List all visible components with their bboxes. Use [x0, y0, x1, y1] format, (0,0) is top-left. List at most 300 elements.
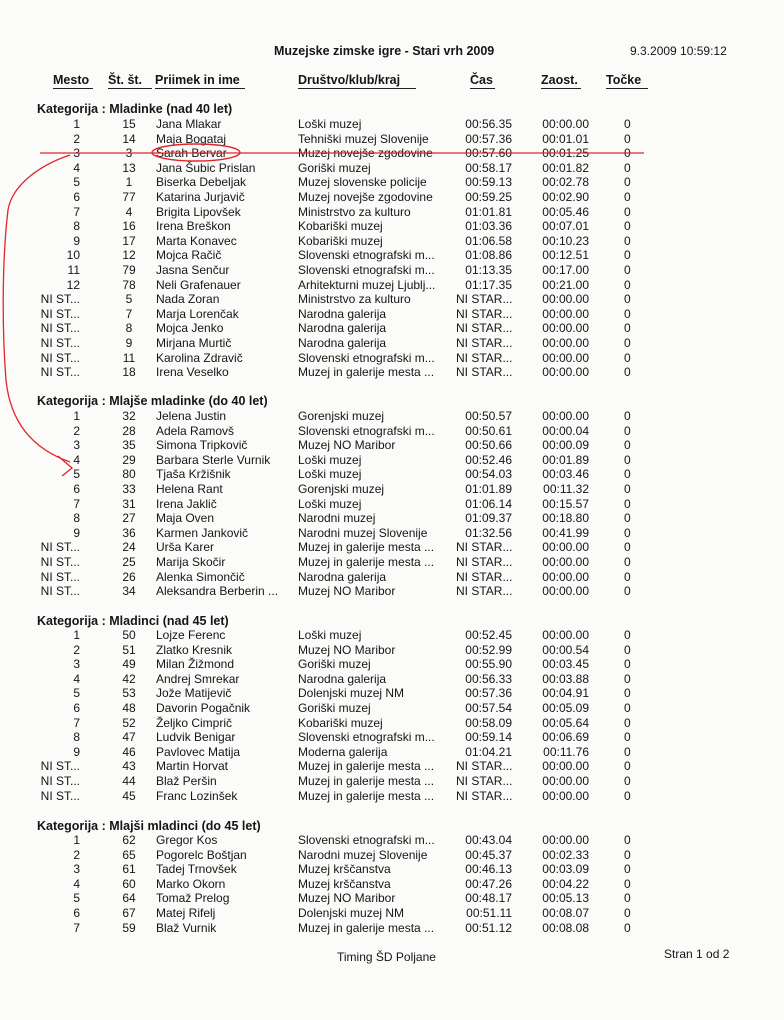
cell-gap: 00:04.22	[542, 876, 589, 891]
table-row	[0, 190, 784, 205]
cell-bib-number: 48	[122, 701, 136, 715]
cell-time: 00:58.09	[465, 715, 512, 730]
cell-club: Muzej NO Maribor	[298, 642, 396, 657]
cell-club: Dolenjski muzej NM	[298, 686, 405, 701]
cell-bib-number: 35	[122, 438, 136, 453]
cell-time: 01:09.37	[465, 511, 512, 526]
cell-gap: 00:04.91	[542, 686, 589, 701]
cell-club: Muzej krščanstva	[298, 862, 391, 877]
cell-club: Muzej NO Maribor	[298, 438, 396, 453]
cell-time: NI STAR...	[456, 321, 513, 336]
cell-points: 0	[624, 131, 631, 146]
cell-bib-number: 79	[122, 263, 136, 277]
cell-bib-number: 15	[122, 117, 136, 131]
cell-bib-number: 1	[125, 175, 133, 190]
cell-gap: 00:03.46	[542, 467, 589, 482]
table-row	[0, 205, 784, 220]
cell-club: Tehniški muzej Slovenije	[298, 131, 429, 146]
cell-rank: NI ST...	[40, 321, 80, 336]
cell-bib-number: 77	[122, 190, 136, 204]
cell-name: Maja Oven	[156, 511, 215, 526]
cell-name: Jože Matijevič	[156, 686, 232, 701]
cell-rank: 11	[67, 263, 80, 277]
cell-club: Muzej novejše zgodovine	[298, 146, 433, 161]
cell-time: 00:55.90	[465, 657, 512, 672]
cell-gap: 00:03.09	[542, 862, 589, 877]
cell-club: Muzej in galerije mesta ...	[298, 555, 435, 569]
table-row	[0, 570, 784, 585]
cell-time: 01:17.35	[465, 277, 512, 292]
cell-gap: 00:03.88	[542, 671, 589, 686]
cell-bib-number: 43	[122, 759, 136, 774]
cell-club: Slovenski etnografski m...	[298, 350, 435, 365]
cell-name: Aleksandra Berberin ...	[156, 584, 279, 599]
cell-club: Loški muzej	[298, 117, 362, 131]
cell-points: 0	[624, 788, 631, 803]
cell-name: Sarah Bervar	[156, 146, 227, 161]
cell-gap: 00:00.00	[542, 540, 589, 555]
cell-gap: 00:06.69	[542, 730, 589, 745]
cell-bib-number: 78	[122, 277, 136, 292]
cell-club: Dolenjski muzej NM	[298, 906, 405, 920]
footer-timing: Timing ŠD Poljane	[337, 950, 436, 964]
cell-rank: NI ST...	[40, 350, 80, 365]
cell-club: Ministrstvo za kulturo	[298, 204, 411, 219]
cell-bib-number: 4	[125, 204, 133, 219]
cell-bib-number: 17	[122, 233, 136, 248]
table-row	[0, 117, 784, 132]
cell-club: Narodni muzej	[298, 511, 376, 526]
table-row	[0, 921, 784, 936]
cell-name: Neli Grafenauer	[156, 277, 241, 292]
cell-bib-number: 5	[125, 292, 133, 307]
cell-bib-number: 51	[122, 642, 136, 657]
cell-club: Muzej krščanstva	[298, 876, 391, 891]
cell-club: Kobariški muzej	[298, 715, 383, 730]
category-heading: Kategorija : Mladinci (nad 45 let)	[37, 614, 229, 628]
cell-time: 00:45.37	[465, 847, 512, 862]
cell-time: 00:57.36	[465, 131, 512, 146]
cell-gap: 00:05.46	[542, 204, 589, 219]
cell-rank: 4	[73, 160, 80, 175]
cell-rank: 3	[73, 438, 80, 453]
table-row	[0, 248, 784, 263]
cell-bib-number: 53	[122, 686, 136, 701]
cell-points: 0	[624, 730, 631, 745]
cell-gap: 00:00.00	[542, 833, 589, 847]
cell-club: Narodna galerija	[298, 569, 387, 584]
cell-name: Helena Rant	[156, 482, 223, 496]
cell-points: 0	[624, 321, 631, 336]
cell-gap: 00:00.00	[542, 759, 589, 774]
cell-rank: 2	[73, 847, 80, 862]
cell-time: NI STAR...	[456, 365, 513, 380]
cell-rank: 5	[73, 175, 80, 190]
cell-bib-number: 16	[122, 219, 136, 234]
cell-bib-number: 61	[122, 862, 136, 877]
table-row	[0, 453, 784, 468]
cell-bib-number: 59	[122, 920, 136, 935]
cell-time: 01:01.81	[465, 204, 512, 219]
cell-gap: 00:21.00	[542, 277, 589, 292]
table-row	[0, 497, 784, 512]
table-row	[0, 161, 784, 176]
cell-points: 0	[624, 657, 631, 672]
cell-rank: 1	[73, 628, 80, 642]
cell-time: 01:08.86	[465, 248, 512, 263]
cell-gap: 00:01.89	[542, 452, 589, 467]
cell-rank: NI ST...	[40, 336, 80, 350]
cell-gap: 00:02.78	[542, 175, 589, 190]
cell-points: 0	[624, 686, 631, 701]
cell-points: 0	[624, 584, 631, 599]
cell-time: 01:06.14	[465, 496, 512, 511]
cell-time: 00:59.25	[465, 190, 512, 204]
cell-rank: 7	[73, 920, 80, 935]
cell-rank: NI ST...	[40, 292, 80, 307]
cell-bib-number: 65	[122, 847, 136, 862]
cell-points: 0	[624, 774, 631, 788]
cell-points: 0	[624, 876, 631, 891]
cell-points: 0	[624, 555, 631, 569]
cell-club: Muzej in galerije mesta ...	[298, 540, 435, 555]
table-row	[0, 175, 784, 190]
cell-name: Maja Bogataj	[156, 131, 227, 146]
cell-bib-number: 13	[122, 160, 136, 175]
cell-rank: 7	[73, 715, 80, 730]
table-row	[0, 657, 784, 672]
cell-points: 0	[624, 409, 631, 423]
cell-gap: 00:00.00	[542, 350, 589, 365]
cell-gap: 00:00.00	[542, 292, 589, 307]
table-row	[0, 833, 784, 848]
cell-club: Goriški muzej	[298, 160, 371, 175]
cell-points: 0	[624, 496, 631, 511]
cell-rank: 6	[73, 482, 80, 496]
cell-rank: NI ST...	[40, 569, 80, 584]
table-row	[0, 862, 784, 877]
table-row	[0, 584, 784, 599]
cell-rank: 2	[73, 131, 80, 146]
cell-gap: 00:10.23	[542, 233, 589, 248]
cell-bib-number: 60	[122, 876, 136, 891]
cell-club: Moderna galerija	[298, 744, 388, 759]
cell-name: Biserka Debeljak	[156, 175, 247, 190]
cell-rank: NI ST...	[40, 759, 80, 774]
cell-gap: 00:00.00	[542, 365, 589, 380]
cell-bib-number: 34	[122, 584, 136, 599]
cell-points: 0	[624, 233, 631, 248]
cell-rank: 6	[73, 906, 80, 920]
table-row	[0, 409, 784, 424]
cell-bib-number: 29	[122, 452, 136, 467]
cell-points: 0	[624, 744, 631, 759]
cell-points: 0	[624, 277, 631, 292]
cell-time: 00:50.57	[465, 409, 512, 423]
cell-gap: 00:08.08	[542, 920, 589, 935]
table-row	[0, 146, 784, 161]
cell-bib-number: 52	[122, 715, 136, 730]
cell-name: Katarina Jurjavič	[156, 190, 245, 204]
cell-rank: 7	[73, 204, 80, 219]
cell-points: 0	[624, 336, 631, 350]
cell-points: 0	[624, 671, 631, 686]
cell-gap: 00:03.45	[542, 657, 589, 672]
cell-gap: 00:05.13	[542, 891, 589, 906]
cell-time: 00:51.12	[465, 920, 512, 935]
cell-club: Loški muzej	[298, 452, 362, 467]
cell-club: Slovenski etnografski m...	[298, 423, 435, 438]
print-datetime: 9.3.2009 10:59:12	[630, 44, 727, 58]
cell-gap: 00:00.00	[542, 555, 589, 569]
cell-rank: 8	[73, 219, 80, 234]
cell-rank: 10	[66, 248, 80, 263]
cell-name: Ludvik Benigar	[156, 730, 236, 745]
cell-name: Irena Jaklič	[156, 496, 217, 511]
cell-name: Brigita Lipovšek	[156, 204, 241, 219]
cell-time: NI STAR...	[456, 555, 513, 569]
cell-rank: 8	[73, 511, 80, 526]
table-row	[0, 643, 784, 658]
cell-points: 0	[624, 204, 631, 219]
table-row	[0, 745, 784, 760]
table-row	[0, 482, 784, 497]
cell-rank: NI ST...	[40, 788, 80, 803]
table-row	[0, 686, 784, 701]
cell-club: Gorenjski muzej	[298, 409, 385, 423]
cell-points: 0	[624, 423, 631, 438]
cell-name: Mojca Račič	[156, 248, 222, 263]
cell-gap: 00:00.00	[542, 628, 589, 642]
cell-time: 00:47.26	[465, 876, 512, 891]
cell-name: Marta Konavec	[156, 233, 237, 248]
cell-time: NI STAR...	[456, 788, 513, 803]
cell-name: Pavlovec Matija	[156, 744, 241, 759]
cell-name: Andrej Smrekar	[156, 671, 240, 686]
col-header-points: Točke	[606, 73, 648, 89]
table-row	[0, 555, 784, 570]
cell-points: 0	[624, 117, 631, 131]
cell-time: 00:57.54	[465, 701, 512, 715]
cell-name: Matej Rifelj	[156, 906, 216, 920]
cell-bib-number: 12	[122, 248, 136, 263]
cell-gap: 00:07.01	[542, 219, 589, 234]
cell-time: 00:54.03	[465, 467, 512, 482]
cell-rank: 4	[73, 876, 80, 891]
table-row	[0, 336, 784, 351]
cell-name: Blaž Vurnik	[156, 920, 217, 935]
cell-name: Jana Šubic Prislan	[156, 160, 256, 175]
cell-gap: 00:00.00	[542, 774, 589, 788]
cell-time: NI STAR...	[456, 336, 513, 350]
cell-rank: 5	[73, 686, 80, 701]
cell-points: 0	[624, 569, 631, 584]
cell-points: 0	[624, 467, 631, 482]
cell-bib-number: 18	[122, 365, 136, 380]
cell-time: 00:50.61	[465, 423, 512, 438]
cell-bib-number: 25	[122, 555, 136, 569]
cell-points: 0	[624, 715, 631, 730]
cell-gap: 00:00.00	[542, 117, 589, 131]
cell-gap: 00:00.00	[542, 306, 589, 321]
cell-bib-number: 42	[122, 671, 136, 686]
col-header-time: Čas	[470, 73, 495, 89]
cell-club: Muzej in galerije mesta ...	[298, 774, 435, 788]
cell-bib-number: 11	[122, 350, 136, 365]
cell-gap: 00:01.01	[542, 131, 589, 146]
cell-rank: NI ST...	[40, 540, 80, 555]
cell-club: Goriški muzej	[298, 657, 371, 672]
cell-name: Irena Veselko	[156, 365, 229, 380]
table-row	[0, 424, 784, 439]
cell-gap: 00:11.76	[543, 744, 589, 759]
cell-bib-number: 8	[125, 321, 133, 336]
cell-time: 00:48.17	[465, 891, 512, 906]
cell-gap: 00:41.99	[542, 525, 589, 540]
cell-name: Nada Zoran	[156, 292, 220, 307]
table-row	[0, 789, 784, 804]
cell-time: 00:52.99	[465, 642, 512, 657]
table-row	[0, 526, 784, 541]
cell-time: 00:46.13	[465, 862, 512, 877]
cell-name: Marija Skočir	[156, 555, 226, 569]
cell-time: 00:59.14	[465, 730, 512, 745]
cell-name: Barbara Sterle Vurnik	[156, 452, 271, 467]
category-heading: Kategorija : Mlajši mladinci (do 45 let)	[37, 819, 261, 833]
table-row	[0, 877, 784, 892]
cell-rank: 2	[73, 423, 80, 438]
cell-club: Narodni muzej Slovenije	[298, 847, 428, 862]
cell-bib-number: 49	[122, 657, 136, 672]
cell-gap: 00:01.82	[542, 160, 589, 175]
cell-points: 0	[624, 891, 631, 906]
cell-gap: 00:02.90	[542, 190, 589, 204]
table-row	[0, 219, 784, 234]
table-row	[0, 365, 784, 380]
cell-points: 0	[624, 248, 631, 263]
cell-club: Slovenski etnografski m...	[298, 248, 435, 263]
table-row	[0, 540, 784, 555]
cell-name: Davorin Pogačnik	[156, 701, 251, 715]
cell-club: Muzej in galerije mesta ...	[298, 920, 435, 935]
cell-rank: 5	[73, 467, 80, 482]
cell-club: Narodni muzej Slovenije	[298, 525, 428, 540]
cell-gap: 00:17.00	[542, 263, 589, 277]
cell-time: 00:52.45	[465, 628, 512, 642]
cell-rank: 1	[73, 117, 80, 131]
cell-rank: 3	[73, 146, 80, 161]
cell-club: Muzej in galerije mesta ...	[298, 788, 435, 803]
cell-bib-number: 14	[122, 131, 136, 146]
cell-rank: 2	[73, 642, 80, 657]
cell-rank: NI ST...	[40, 584, 80, 599]
cell-points: 0	[624, 306, 631, 321]
cell-name: Mirjana Murtič	[156, 336, 232, 350]
category-heading: Kategorija : Mlajše mladinke (do 40 let)	[37, 394, 268, 408]
cell-time: NI STAR...	[456, 584, 513, 599]
cell-time: 00:52.46	[465, 452, 512, 467]
table-row	[0, 278, 784, 293]
cell-points: 0	[624, 642, 631, 657]
cell-points: 0	[624, 701, 631, 715]
cell-name: Tjaša Kržišnik	[156, 467, 231, 482]
cell-club: Ministrstvo za kulturo	[298, 292, 411, 307]
cell-points: 0	[624, 759, 631, 774]
cell-time: 00:56.33	[465, 671, 512, 686]
cell-bib-number: 46	[122, 744, 136, 759]
table-row	[0, 906, 784, 921]
cell-rank: 6	[73, 190, 80, 204]
cell-name: Mojca Jenko	[156, 321, 224, 336]
cell-rank: NI ST...	[40, 555, 80, 569]
cell-time: 00:57.60	[465, 146, 512, 161]
cell-name: Martin Horvat	[156, 759, 229, 774]
cell-name: Alenka Simončič	[156, 569, 245, 584]
table-row	[0, 672, 784, 687]
cell-rank: 1	[73, 409, 80, 423]
cell-gap: 00:15.57	[542, 496, 589, 511]
cell-gap: 00:01.25	[542, 146, 589, 161]
cell-name: Marko Okorn	[156, 876, 226, 891]
table-row	[0, 774, 784, 789]
cell-points: 0	[624, 906, 631, 920]
cell-gap: 00:11.32	[543, 482, 589, 496]
cell-points: 0	[624, 525, 631, 540]
cell-gap: 00:02.33	[542, 847, 589, 862]
cell-time: 01:03.36	[465, 219, 512, 234]
cell-club: Muzej in galerije mesta ...	[298, 759, 435, 774]
cell-gap: 00:00.00	[542, 788, 589, 803]
table-row	[0, 132, 784, 147]
cell-club: Loški muzej	[298, 628, 362, 642]
cell-club: Kobariški muzej	[298, 219, 383, 234]
cell-gap: 00:05.09	[542, 701, 589, 715]
footer-page-number: Stran 1 od 2	[664, 947, 730, 961]
cell-club: Arhitekturni muzej Ljublj...	[298, 277, 436, 292]
table-row	[0, 234, 784, 249]
cell-name: Zlatko Kresnik	[156, 642, 233, 657]
cell-rank: 5	[73, 891, 80, 906]
cell-club: Slovenski etnografski m...	[298, 730, 435, 745]
cell-time: NI STAR...	[456, 759, 513, 774]
cell-time: 01:04.21	[465, 744, 512, 759]
cell-gap: 00:18.80	[542, 511, 589, 526]
cell-bib-number: 50	[122, 628, 136, 642]
cell-points: 0	[624, 920, 631, 935]
table-row	[0, 307, 784, 322]
cell-points: 0	[624, 511, 631, 526]
cell-club: Loški muzej	[298, 496, 362, 511]
cell-club: Narodna galerija	[298, 671, 387, 686]
cell-name: Urša Karer	[156, 540, 215, 555]
cell-time: 01:06.58	[465, 233, 512, 248]
cell-gap: 00:00.00	[542, 336, 589, 350]
cell-rank: 9	[73, 525, 80, 540]
cell-bib-number: 45	[122, 788, 136, 803]
cell-rank: 3	[73, 862, 80, 877]
table-row	[0, 438, 784, 453]
cell-gap: 00:00.00	[542, 409, 589, 423]
cell-points: 0	[624, 540, 631, 555]
cell-gap: 00:00.00	[542, 569, 589, 584]
table-row	[0, 848, 784, 863]
cell-time: 00:50.66	[465, 438, 512, 453]
cell-time: 00:58.17	[465, 160, 512, 175]
cell-points: 0	[624, 219, 631, 234]
cell-time: 00:43.04	[465, 833, 512, 847]
category-heading: Kategorija : Mladinke (nad 40 let)	[37, 102, 233, 116]
cell-rank: 9	[73, 233, 80, 248]
